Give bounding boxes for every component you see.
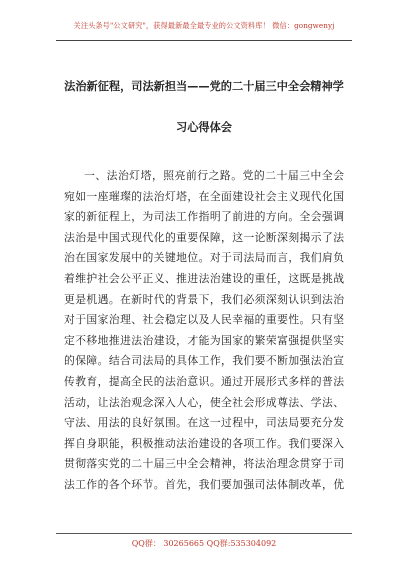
document-title-line-1: 法治新征程，司法新担当——党的二十届三中全会精神学 bbox=[64, 80, 344, 93]
body-line: 贯彻落实党的二十届三中全会精神，将法治理念贯穿于司 bbox=[64, 457, 344, 471]
body-line: 法治是中国式现代化的重要保障，这一论断深刻揭示了法 bbox=[64, 230, 344, 244]
document-body bbox=[64, 166, 344, 496]
footer-qq-groups: QQ群： 30265665 QQ群:535304092 bbox=[131, 539, 277, 548]
header-promo-note: 关注头条号"公文研究"，获得最新最全最专业的公文资料库！ 微信：gongwenyj bbox=[73, 21, 335, 30]
body-line: 家的新征程上，为司法工作指明了前进的方向。全会强调 bbox=[64, 210, 344, 224]
body-line: 着维护社会公平正义、推进法治建设的重任，这既是挑战 bbox=[64, 271, 344, 285]
body-line: 对于国家治理、社会稳定以及人民幸福的重要性。只有坚 bbox=[64, 313, 344, 327]
footer-divider bbox=[56, 533, 352, 534]
body-line: 的保障。结合司法局的具体工作，我们要不断加强法治宣 bbox=[64, 354, 344, 368]
body-line: 宛如一座璀璨的法治灯塔，在全面建设社会主义现代化国 bbox=[64, 189, 344, 203]
body-line: 更是机遇。在新时代的背景下，我们必须深刻认识到法治 bbox=[64, 292, 344, 306]
body-line: 守法、用法的良好氛围。在这一过程中，司法局要充分发 bbox=[64, 416, 344, 430]
document-title-line-2: 习心得体会 bbox=[176, 121, 232, 134]
body-line: 治在国家发展中的关键地位。对于司法局而言，我们肩负 bbox=[64, 251, 344, 265]
body-line: 活动，让法治观念深入人心，使全社会形成尊法、学法、 bbox=[64, 395, 344, 409]
header-divider bbox=[56, 40, 352, 41]
body-line: 挥自身职能，积极推动法治建设的各项工作。我们要深入 bbox=[64, 436, 344, 450]
body-line: 法工作的各个环节。首先，我们要加强司法体制改革，优 bbox=[64, 477, 344, 491]
body-line: 一、法治灯塔，照亮前行之路。党的二十届三中全会 bbox=[84, 169, 344, 182]
body-line: 定不移地推进法治建设，才能为国家的繁荣富强提供坚实 bbox=[64, 333, 344, 347]
body-line: 传教育，提高全民的法治意识。通过开展形式多样的普法 bbox=[64, 374, 344, 388]
